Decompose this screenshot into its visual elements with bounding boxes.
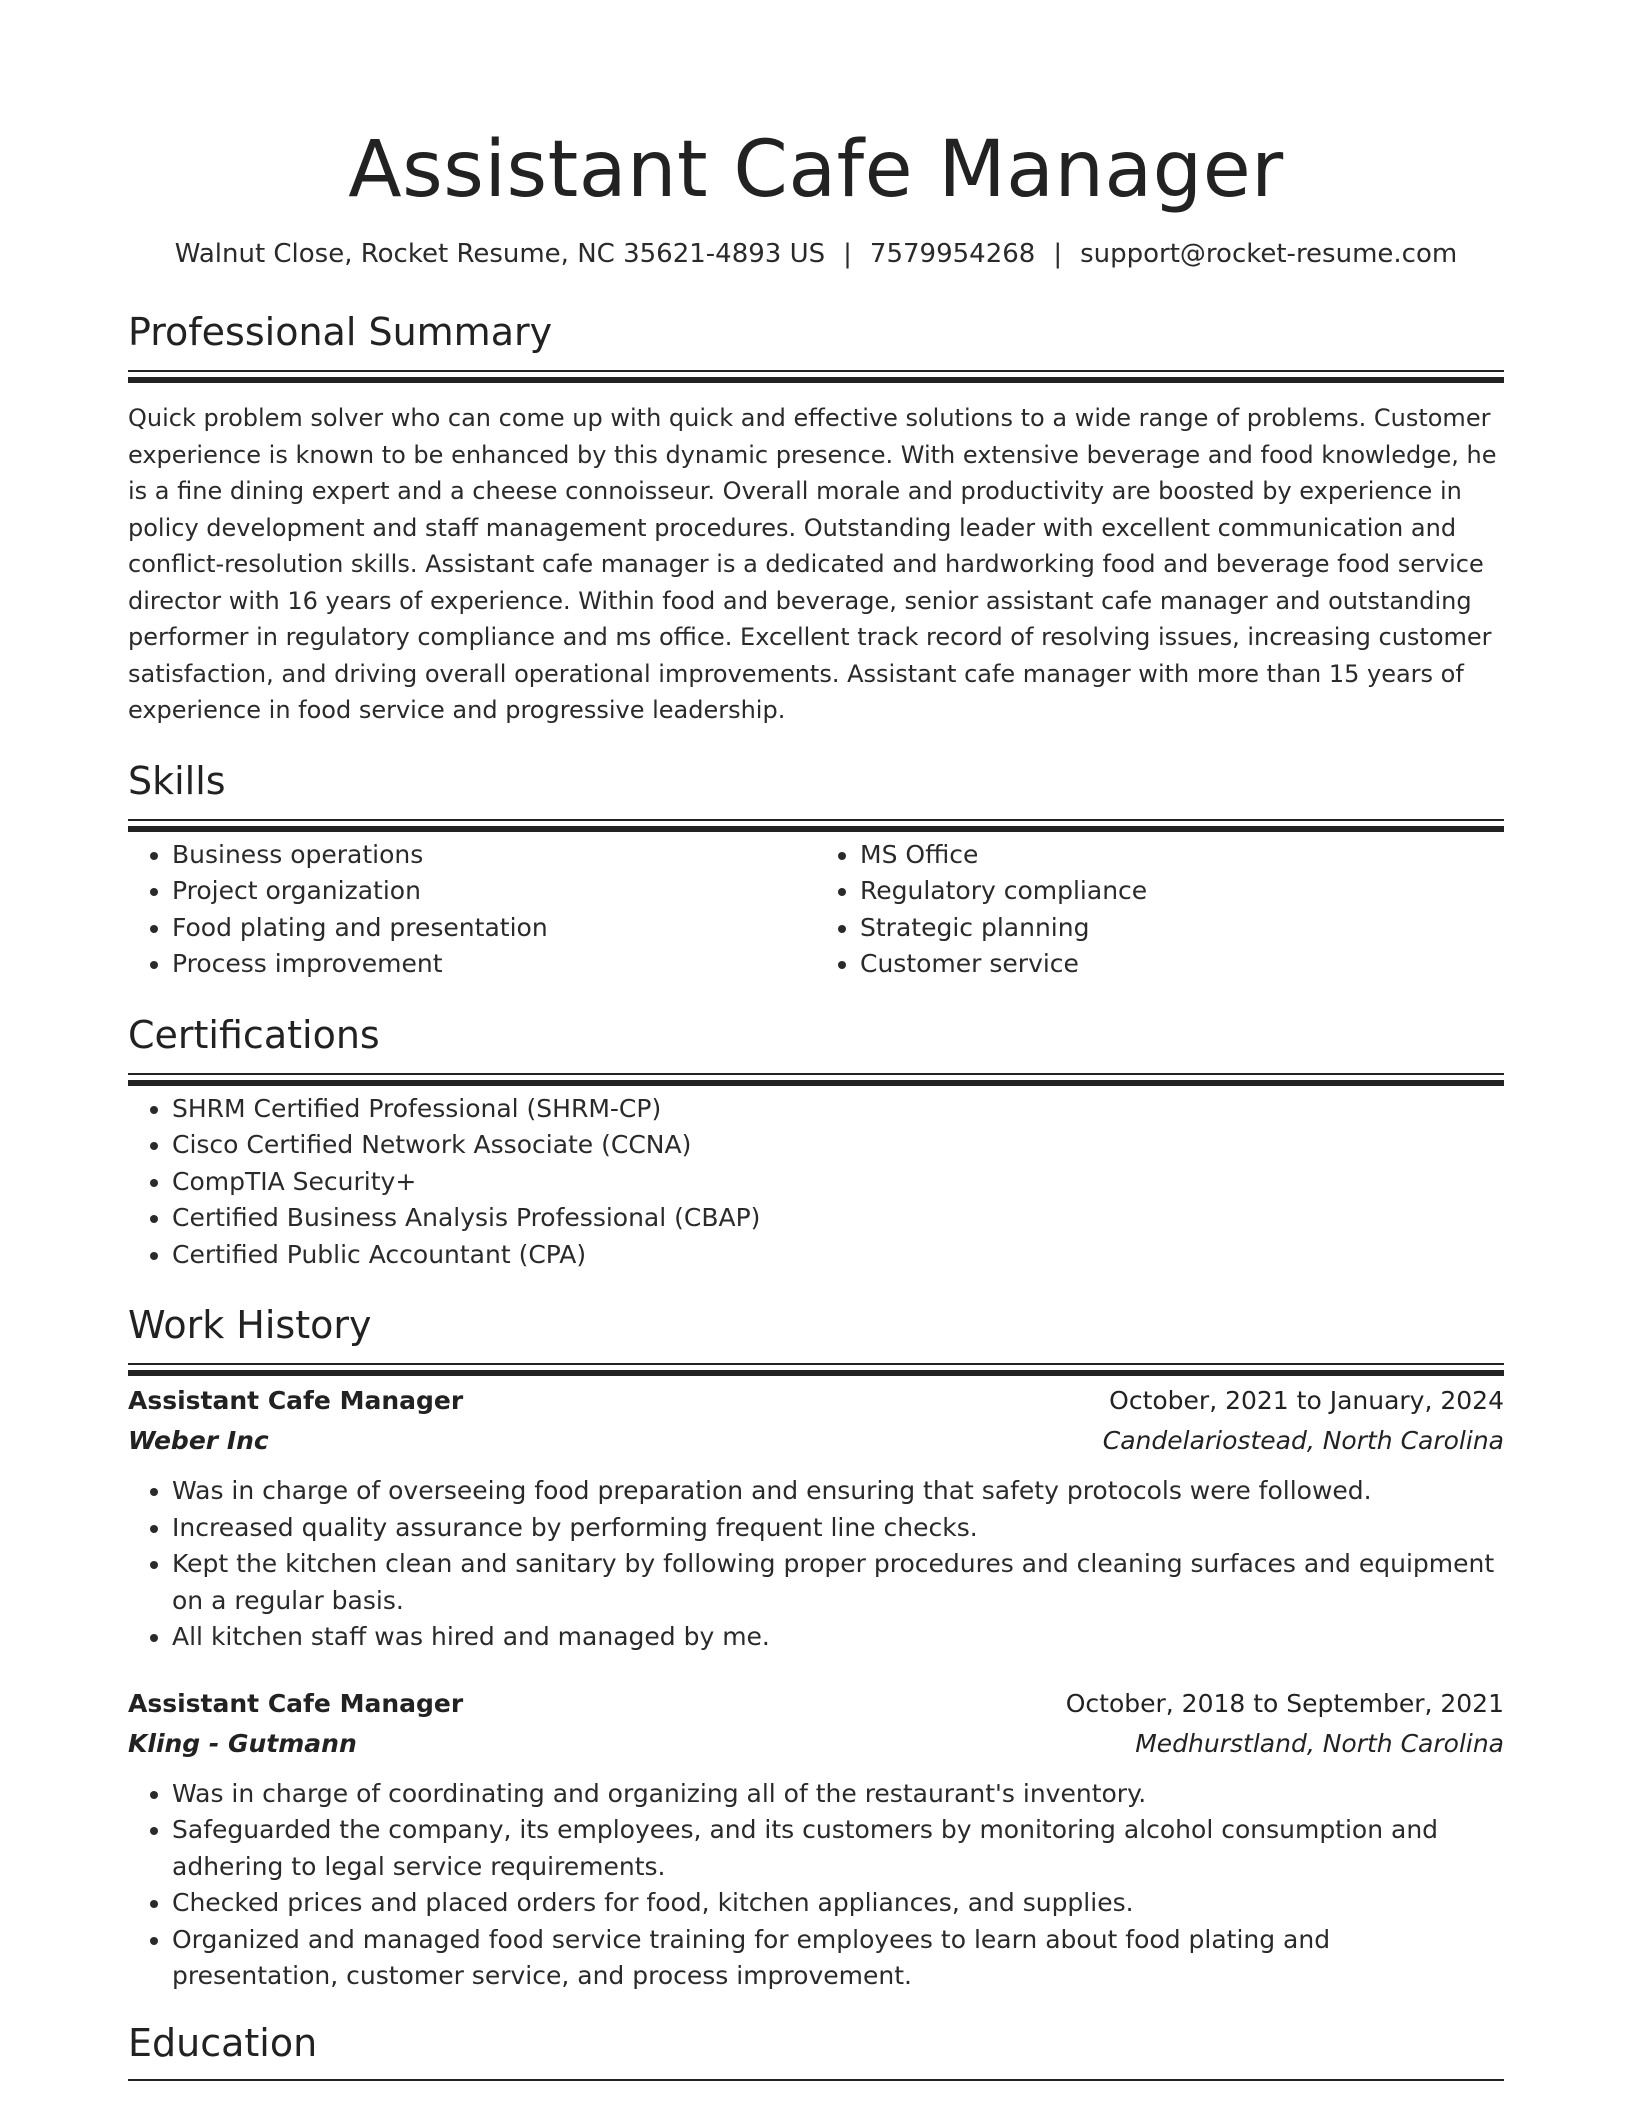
resume-page [128, 0, 1504, 2081]
work-history-section [128, 1301, 1504, 1995]
job-duty-item: • Checked prices and placed orders for food, kitchen appliances, and supplies. [172, 1885, 1504, 1922]
section-title-skills: Skills [128, 758, 226, 803]
skill-item: • Business operations [172, 837, 816, 874]
summary-text: Quick problem solver who can come up with quick and effective solutions to a wide range of problems. Customer experience is known to be enhanced by this dynamic presence. With extensive beverage and food knowledge, he is a fine dining expert and a cheese connoisseur. Overall morale and productivity are boosted by experience in policy development and staff management procedures. Outstanding leader with excellent communication and conflict-resolution skills. Assistant cafe manager is a dedicated and hardworking food and beverage food service director with 16 years of experience. Within food and beverage, senior assistant cafe manager and outstanding performer in regulatory compliance and ms office. Excellent track record of resolving issues, increasing customer satisfaction, and driving overall operational improvements. Assistant cafe manager with more than 15 years of experience in food service and progressive leadership. [128, 404, 1497, 724]
candidate-name: Assistant Cafe Manager [348, 125, 1284, 215]
education-section [128, 2019, 1504, 2081]
job-duties-list [128, 1776, 1504, 1995]
contact-line [128, 236, 1504, 272]
contact-phone: 7579954268 [869, 239, 1036, 269]
job-duty-item: • Safeguarded the company, its employees, and its customers by monitoring alcohol consumption and adhering to legal service requirements. [172, 1812, 1504, 1885]
job-duty-item: • Increased quality assurance by performing frequent line checks. [172, 1510, 1504, 1547]
skills-section [128, 757, 1504, 983]
job-company: Kling - Gutmann [128, 1728, 357, 1758]
job-subheader-row [128, 1421, 1504, 1461]
skills-grid [128, 837, 1504, 983]
job-company: Weber Inc [128, 1426, 269, 1455]
job-location: Medhurstland, North Carolina [1135, 1728, 1504, 1758]
job-title: Assistant Cafe Manager [128, 1688, 464, 1718]
section-divider [128, 819, 1504, 821]
section-divider [128, 1073, 1504, 1075]
job-duties-list [128, 1473, 1504, 1656]
certifications-list [128, 1091, 1504, 1274]
job-duty-item: • Organized and managed food service training for employees to learn about food plating and presentation, customer service, and process improvement. [172, 1922, 1504, 1995]
summary-section [128, 308, 1504, 729]
contact-separator: | [843, 239, 852, 269]
section-divider [128, 370, 1504, 372]
skill-item: • Regulatory compliance [860, 873, 1504, 910]
certification-item: • Certified Public Accountant (CPA) [172, 1237, 1504, 1274]
certification-item: • SHRM Certified Professional (SHRM-CP) [172, 1091, 1504, 1128]
section-divider [128, 1363, 1504, 1365]
skill-item: • Project organization [172, 873, 816, 910]
skill-item: • MS Office [860, 837, 1504, 874]
job-dates: October, 2018 to September, 2021 [1065, 1688, 1504, 1718]
job-entry [128, 1684, 1504, 1995]
certification-item: • Certified Business Analysis Professional (CBAP) [172, 1200, 1504, 1237]
job-dates: October, 2021 to January, 2024 [1109, 1386, 1504, 1415]
certifications-section [128, 1011, 1504, 1274]
contact-address: Walnut Close, Rocket Resume, NC 35621-4893 US [174, 239, 826, 269]
job-duty-item: • All kitchen staff was hired and managed by me. [172, 1619, 1504, 1656]
job-entry [128, 1381, 1504, 1656]
job-subheader-row [128, 1724, 1504, 1764]
contact-separator: | [1053, 239, 1063, 269]
section-title-certifications: Certifications [128, 1012, 380, 1057]
job-header-row [128, 1684, 1504, 1724]
skill-item: • Customer service [860, 946, 1504, 983]
job-location: Candelariostead, North Carolina [1102, 1426, 1504, 1455]
section-divider [128, 2079, 1504, 2081]
skills-list-left [128, 837, 816, 983]
job-title: Assistant Cafe Manager [128, 1386, 464, 1415]
section-title-education: Education [128, 2020, 318, 2065]
skills-list-right [816, 837, 1504, 983]
section-title-work-history: Work History [128, 1303, 372, 1347]
certification-item: • CompTIA Security+ [172, 1164, 1504, 1201]
certification-item: • Cisco Certified Network Associate (CCNA) [172, 1127, 1504, 1164]
job-duty-item: • Kept the kitchen clean and sanitary by following proper procedures and cleaning surfaces and equipment on a regular basis. [172, 1546, 1504, 1619]
job-duty-item: • Was in charge of coordinating and organizing all of the restaurant's inventory. [172, 1776, 1504, 1813]
section-title-summary: Professional Summary [128, 310, 553, 354]
skill-item: • Process improvement [172, 946, 816, 983]
skill-item: • Strategic planning [860, 910, 1504, 947]
skill-item: • Food plating and presentation [172, 910, 816, 947]
job-header-row [128, 1381, 1504, 1421]
contact-email: support@rocket-resume.com [1080, 239, 1458, 269]
job-duty-item: • Was in charge of overseeing food preparation and ensuring that safety protocols were followed. [172, 1473, 1504, 1510]
